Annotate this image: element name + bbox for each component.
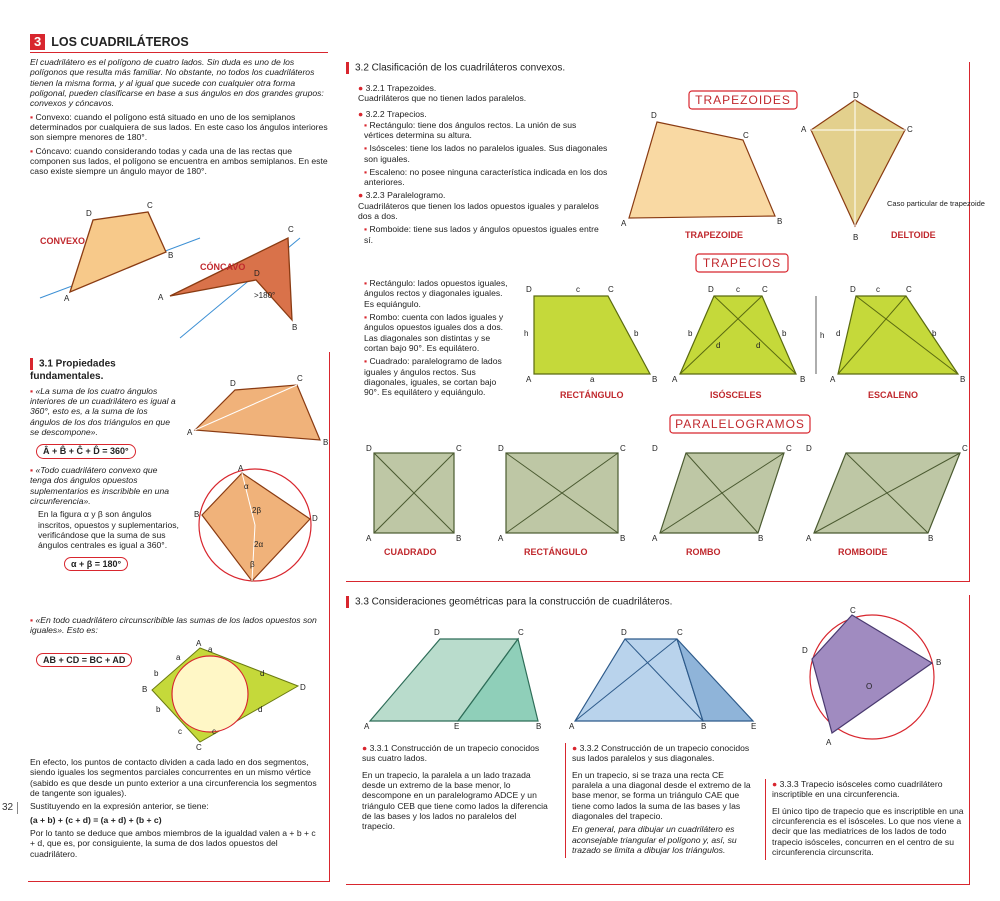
construction-figure-1 — [360, 625, 550, 735]
construction-figure-2 — [565, 625, 765, 735]
section-3-2-3-list — [364, 278, 509, 400]
svg-text:D: D — [300, 683, 306, 692]
svg-text:A: A — [672, 375, 678, 384]
svg-text:C: C — [288, 225, 294, 234]
svg-text:C: C — [743, 131, 749, 140]
s323-text: Cuadriláteros que tienen los lados opuestos iguales y paralelos dos a dos. — [358, 200, 599, 222]
deltoide-caption: DELTOIDE — [891, 230, 936, 240]
svg-text:B: B — [758, 534, 764, 543]
svg-text:b: b — [688, 329, 693, 338]
svg-text:2α: 2α — [254, 540, 264, 549]
svg-text:a: a — [590, 375, 595, 384]
svg-text:B: B — [701, 722, 707, 731]
svg-text:C: C — [297, 374, 303, 383]
svg-text:d: d — [260, 669, 265, 678]
svg-text:A: A — [526, 375, 532, 384]
section-heading — [30, 34, 328, 53]
svg-text:h: h — [820, 331, 825, 340]
s323-romboide: ▪ Romboide: tiene sus lados y ángulos opuestos iguales entre sí. — [364, 224, 599, 245]
svg-text:β: β — [250, 560, 255, 569]
svg-text:C: C — [196, 743, 202, 752]
s31-title: 3.1 Propiedades fundamentales. — [30, 358, 116, 382]
svg-text:2β: 2β — [252, 506, 262, 515]
svg-text:B: B — [960, 375, 966, 384]
svg-text:c: c — [876, 285, 880, 294]
svg-text:D: D — [366, 444, 372, 453]
s31-p7: Por lo tanto se deduce que ambos miembros de la igualdad valen a + b + c + d, que es, por consiguiente, la suma de dos lados opuestos del cuadrilátero. — [30, 827, 316, 859]
svg-text:A: A — [64, 294, 70, 303]
svg-text:A: A — [498, 534, 504, 543]
s33-title: 3.3 Consideraciones geométricas para la construcción de cuadriláteros. — [346, 596, 672, 609]
svg-text:C: C — [677, 628, 683, 637]
section-number: 3 — [30, 34, 45, 50]
svg-text:B: B — [168, 251, 174, 260]
svg-text:D: D — [850, 285, 856, 294]
s31-p1: ▪ «La suma de los cuatro ángulos interiores de un cuadrilátero es igual a 360°, esto es, a la suma de los ángulos de los dos triángulos en que se descompone». — [30, 385, 176, 437]
svg-text:d: d — [716, 341, 721, 350]
svg-text:d: d — [756, 341, 761, 350]
svg-text:D: D — [434, 628, 440, 637]
s322-esc: ▪ Escaleno: no posee ninguna característica indicada en los dos anteriores. — [364, 166, 608, 188]
s322-rect: ▪ Rectángulo: tiene dos ángulos rectos. La unión de sus vértices determina su altura. — [364, 119, 577, 140]
svg-text:A: A — [366, 534, 372, 543]
svg-text:C: C — [962, 444, 968, 453]
s323-title: ● 3.2.3 Paralelogramo. — [358, 190, 446, 201]
svg-text:d: d — [258, 705, 263, 714]
svg-text:D: D — [708, 285, 714, 294]
section-3-1-end — [30, 757, 322, 862]
s332-block — [565, 743, 755, 858]
svg-text:A: A — [364, 722, 370, 731]
trapezoide-shape — [629, 122, 775, 218]
svg-text:B: B — [800, 375, 806, 384]
svg-text:C: C — [147, 201, 153, 210]
angle-label: >180° — [254, 291, 276, 300]
svg-text:C: C — [850, 606, 856, 615]
svg-text:C: C — [786, 444, 792, 453]
svg-text:D: D — [802, 646, 808, 655]
svg-text:D: D — [853, 91, 859, 100]
svg-text:B: B — [142, 685, 148, 694]
svg-text:A: A — [806, 534, 812, 543]
s31-p5: En efecto, los puntos de contacto dividen a cada lado en dos segmentos, siendo iguales los segmentos parciales concurrentes en un mismo vértice (sabido es que desde un punto exterior a una circunferencia los segmentos de tangente son iguales). — [30, 757, 317, 798]
svg-text:A: A — [196, 639, 202, 648]
formula-supplementary: α + β = 180° — [64, 557, 128, 572]
svg-text:A: A — [830, 375, 836, 384]
cuadrado-caption: CUADRADO — [384, 547, 437, 557]
section-3-1 — [30, 358, 180, 571]
concave-polygon — [170, 238, 292, 320]
convexo-label: CONVEXO — [40, 236, 86, 246]
s322-title: ● 3.2.2 Trapecios. — [358, 109, 427, 120]
svg-text:E: E — [454, 722, 460, 731]
s31-p3: En la figura α y β son ángulos inscritos, opuestos y suplementarios, verificándose que la suma de sus ángulos centrales es igual a 360°. — [38, 509, 179, 551]
svg-text:B: B — [928, 534, 934, 543]
svg-text:C: C — [620, 444, 626, 453]
deltoide-note: Caso particular de trapezoide — [887, 199, 985, 208]
svg-text:a: a — [208, 645, 213, 654]
svg-text:O: O — [866, 682, 873, 691]
s333-block — [765, 779, 965, 860]
svg-text:c: c — [212, 727, 216, 736]
s31-p6: Sustituyendo en la expresión anterior, se tiene: — [30, 801, 209, 812]
trapecios-figure — [520, 252, 970, 402]
construction-figure-3 — [790, 607, 960, 752]
s322-isos: ▪ Isósceles: tiene los lados no paralelos iguales. Sus diagonales son iguales. — [364, 143, 608, 164]
s331-block — [362, 743, 550, 835]
s31-f4: (a + b) + (c + d) = (a + d) + (b + c) — [30, 814, 162, 825]
svg-text:A: A — [621, 219, 627, 228]
s332-title: ● 3.3.2 Construcción de un trapecio conocidos sus lados paralelos y sus diagonales. — [572, 743, 750, 764]
svg-text:α: α — [244, 482, 249, 491]
svg-text:D: D — [651, 111, 657, 120]
trapecio-rect-shape — [534, 296, 650, 374]
svg-text:D: D — [254, 269, 260, 278]
svg-text:A: A — [801, 125, 807, 134]
inscribed-quadrilateral-figure — [190, 465, 320, 585]
paralelogramos-badge: PARALELOGRAMOS — [675, 417, 805, 431]
svg-text:h: h — [524, 329, 529, 338]
concavo-text: ▪ Cóncavo: cuando considerando todas y cada una de las rectas que componen sus lados, el polígono se encuentra en ambos semiplanos. En este caso existe siempre un ángulo mayor de 180°. — [30, 145, 328, 177]
s323-cuad: ▪ Cuadrado: paralelogramo de lados iguales y ángulos rectos. Sus diagonales, iguales, se cortan bajo 90°. Es equilátero y equiángulo. — [364, 356, 502, 398]
trapecio-isosceles-shape — [680, 296, 796, 374]
s321-title: ● 3.2.1 Trapezoides. — [358, 82, 437, 93]
trapecio-escaleno-shape — [838, 296, 958, 374]
svg-text:A: A — [187, 428, 193, 437]
svg-text:b: b — [782, 329, 787, 338]
s323-rect: ▪ Rectángulo: lados opuestos iguales, ángulos rectos y diagonales iguales. Es equiángulo. — [364, 278, 508, 309]
section-title: LOS CUADRILÁTEROS — [51, 35, 189, 49]
svg-text:B: B — [323, 438, 329, 447]
svg-text:D: D — [498, 444, 504, 453]
s331-title: ● 3.3.1 Construcción de un trapecio conocidos sus cuatro lados. — [362, 743, 540, 764]
trapezoides-badge: TRAPEZOIDES — [695, 93, 791, 107]
svg-text:A: A — [652, 534, 658, 543]
svg-text:b: b — [932, 329, 937, 338]
svg-text:B: B — [194, 510, 200, 519]
s31-p4: ▪ «En todo cuadrilátero circunscribible las sumas de los lados opuestos son iguales». Esto es: — [30, 615, 317, 636]
intro-text: El cuadrilátero es el polígono de cuatro lados. Sin duda es uno de los polígonos que resulta más familiar. No obstante, no todos los cuadriláteros tienen la misma forma, y al igual que sucede con cualquier otra forma poligonal, pueden clasificarse en base a sus ángulos en dos grandes grupos: convexos y cóncavos. — [30, 57, 324, 109]
convexo-text: ▪ Convexo: cuando el polígono está situado en uno de los semiplanos determinados por cualquiera de sus lados. En este caso los ángulos interiores son siempre menores de 180°. — [30, 111, 328, 143]
convex-concave-figure — [30, 198, 330, 333]
svg-text:C: C — [518, 628, 524, 637]
svg-text:B: B — [777, 217, 783, 226]
svg-text:b: b — [154, 669, 159, 678]
s331-text: En un trapecio, la paralela a un lado trazada desde un extremo de la base menor, lo descompone en un paralelogramo ADCE y un triángulo CEB que tiene como lados la diferencia de las bases y los lados no paralelos del trapecio. — [362, 769, 548, 832]
formula-angle-sum: Â + B̂ + Ĉ + D̂ = 360° — [36, 444, 136, 459]
svg-text:D: D — [526, 285, 532, 294]
trapecios-badge: TRAPECIOS — [702, 256, 782, 270]
svg-text:A: A — [569, 722, 575, 731]
s321-text: Cuadriláteros que no tienen lados paralelos. — [358, 92, 527, 103]
svg-text:C: C — [906, 285, 912, 294]
rectangulo-caption: RECTÁNGULO — [524, 547, 588, 557]
svg-text:A: A — [826, 738, 832, 747]
svg-text:D: D — [230, 379, 236, 388]
section-3-2-text — [355, 62, 608, 248]
trapecio-escaleno-caption: ESCALENO — [868, 390, 919, 400]
concavo-label: CÓNCAVO — [200, 262, 246, 272]
svg-text:D: D — [312, 514, 318, 523]
s332-text2: En general, para dibujar un cuadrilátero es aconsejable triangular el polígono y, así, su trazado se limita a dibujar los triángulos. — [572, 824, 737, 855]
svg-text:A: A — [158, 293, 164, 302]
svg-text:c: c — [178, 727, 182, 736]
svg-text:C: C — [456, 444, 462, 453]
svg-text:B: B — [853, 233, 859, 242]
svg-text:D: D — [86, 209, 92, 218]
trapezoides-figure — [615, 88, 985, 248]
s32-title: 3.2 Clasificación de los cuadriláteros convexos. — [346, 62, 608, 75]
rombo-caption: ROMBO — [686, 547, 721, 557]
trapezoide-caption: TRAPEZOIDE — [685, 230, 744, 240]
svg-text:C: C — [608, 285, 614, 294]
circumscribed-figure — [140, 640, 310, 750]
svg-text:E: E — [751, 722, 757, 731]
svg-text:D: D — [652, 444, 658, 453]
s31-p2: ▪ «Todo cuadrilátero convexo que tenga dos ángulos opuestos suplementarios es inscribible en una circunferencia». — [30, 465, 170, 506]
svg-text:B: B — [652, 375, 658, 384]
angle-sum-figure — [185, 375, 335, 455]
svg-text:c: c — [736, 285, 740, 294]
s333-title: ● 3.3.3 Trapecio isósceles como cuadrilátero inscriptible en una circunferencia. — [772, 779, 943, 800]
convex-polygon — [70, 212, 166, 292]
left-column — [30, 34, 328, 179]
svg-text:D: D — [806, 444, 812, 453]
formula-circumscribed: AB + CD = BC + AD — [36, 653, 132, 668]
svg-text:A: A — [238, 464, 244, 473]
svg-text:B: B — [620, 534, 626, 543]
s323-rombo: ▪ Rombo: cuenta con lados iguales y ángulos opuestos iguales dos a dos. Las diagonales son distintas y se cortan bajo 90°. Es equilátero. — [364, 311, 504, 353]
svg-text:b: b — [156, 705, 161, 714]
s333-text: El único tipo de trapecio que es inscriptible en una circunferencia es el isósceles. Lo que nos viene a decir que las mediatrices de los lados de todo trapecio isósceles, concurren en el centro de su circunferencia circunscrita. — [772, 805, 964, 857]
svg-text:B: B — [936, 658, 942, 667]
svg-text:D: D — [621, 628, 627, 637]
svg-text:C: C — [762, 285, 768, 294]
svg-text:B: B — [456, 534, 462, 543]
svg-text:d: d — [836, 329, 841, 338]
paralelogramos-figure — [360, 415, 970, 565]
svg-text:C: C — [907, 125, 913, 134]
page-number: 32 — [2, 802, 18, 814]
trapecio-rect-caption: RECTÁNGULO — [560, 390, 624, 400]
svg-text:b: b — [634, 329, 639, 338]
svg-text:a: a — [176, 653, 181, 662]
trapecio-isosceles-caption: ISÓSCELES — [710, 390, 762, 400]
svg-text:B: B — [292, 323, 298, 332]
s332-text: En un trapecio, si se traza una recta CE paralela a una diagonal desde el extremo de la base menor, se forma un triángulo CAE que tiene como lados la suma de las bases y las diagonales del trapecio. — [572, 769, 751, 821]
svg-text:B: B — [536, 722, 542, 731]
svg-text:c: c — [576, 285, 580, 294]
romboide-caption: ROMBOIDE — [838, 547, 888, 557]
